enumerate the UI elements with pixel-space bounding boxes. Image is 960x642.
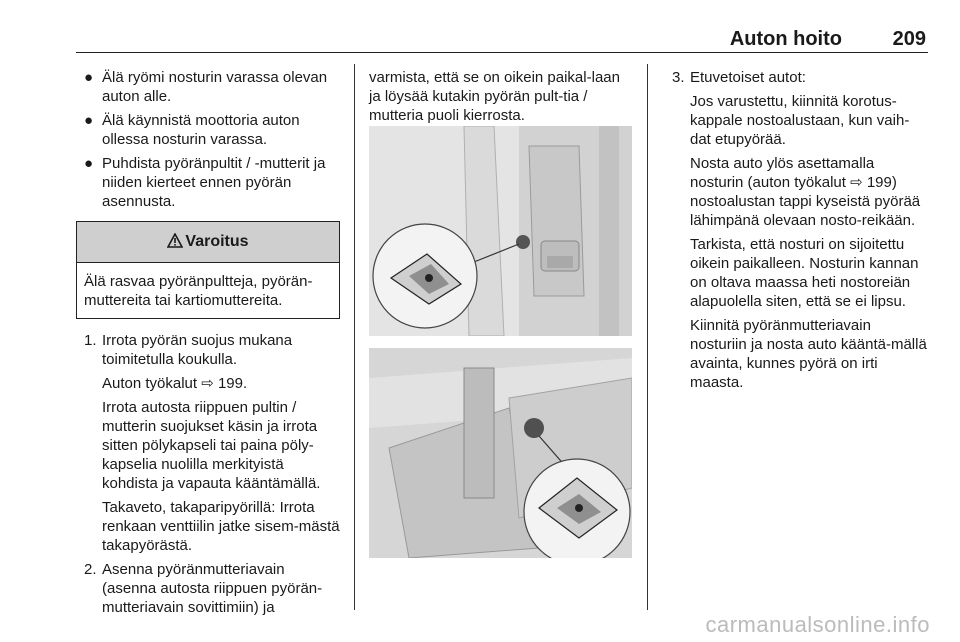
step-1: 1. Irrota pyörän suojus mukana toimitetulla koukulla. Auton työkalut ⇨ 199. Irrota autosta riippuen pultin / mutterin suojukset käsin ja irrota sitten pölykapseli tai paina pöly-kapselia nuolilla merkityistä kohdista ja vapauta kääntämällä. Takaveto, takaparipyörillä: Irrota renkaan venttiilin jatke sisem-mästä takapyörästä. <box>84 332 340 554</box>
warning-box <box>76 221 340 319</box>
column-3 <box>664 68 928 397</box>
step-3-title: Etuvetoiset autot: <box>690 69 806 86</box>
jack-position-figure-top <box>369 126 632 336</box>
list-item: ● Älä käynnistä moottoria auton ollessa nosturin varassa. <box>84 112 300 148</box>
step-2: 2. Asenna pyöränmutteriavain (asenna autosta riippuen pyörän-mutteriavain sovittimiin) ja <box>84 561 323 616</box>
warning-text: Älä rasvaa pyöränpultteja, pyörän-muttereita tai kartiomuttereita. <box>84 273 313 309</box>
column-2 <box>369 68 633 129</box>
jack-illustration-top <box>369 126 632 336</box>
section-title: Auton hoito <box>729 28 842 50</box>
jack-illustration-bottom <box>369 348 632 558</box>
warning-icon <box>167 224 183 264</box>
column-divider <box>354 64 355 610</box>
warning-title: Varoitus <box>77 222 339 263</box>
step-2-continued: varmista, että se on oikein paikal-laan ja löysää kutakin pyörän pult-tia / mutteria puoli kierrosta. <box>369 69 620 124</box>
page-number: 209 <box>892 28 926 50</box>
step-3: 3. Etuvetoiset autot: Jos varustettu, kiinnitä korotus-kappale nostoalustaan, kun vaih-dat etupyörää. Nosta auto ylös asettamalla nosturin (auton työkalut ⇨ 199) nostoalustan tappi kyseistä pyörää lähimpänä olevaan nosto-reikään. Tarkista, että nosturi on sijoitettu oikein paikalleen. Nosturin kannan on oltava maassa heti nostoreiän alapuolella siten, että se ei lipsu. Kiinnitä pyöränmutteriavain nosturiin ja nosta auto kääntä-mällä avainta, kunnes pyörä on irti maasta. <box>672 69 927 391</box>
watermark: carmanualsonline.info <box>705 612 930 637</box>
bullet-dot: ● <box>84 155 94 172</box>
bullet-dot: ● <box>84 69 94 86</box>
column-divider <box>647 64 648 610</box>
jack-position-figure-bottom <box>369 348 632 558</box>
page-header <box>76 28 928 53</box>
list-item: ● Puhdista pyöränpultit / -mutterit ja niiden kierteet ennen pyörän asennusta. <box>84 155 326 210</box>
list-item: ● Älä ryömi nosturin varassa olevan auton alle. <box>84 69 328 105</box>
column-1 <box>76 68 340 622</box>
bullet-dot: ● <box>84 112 94 129</box>
tool-reference: Auton työkalut ⇨ 199. <box>102 375 248 392</box>
